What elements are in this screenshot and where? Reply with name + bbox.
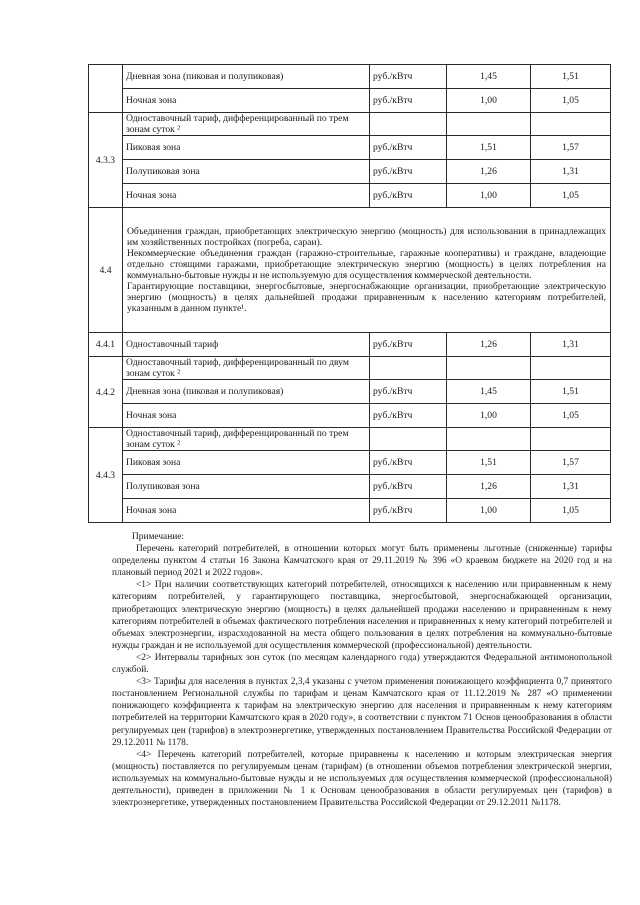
value-cell: 1,05 xyxy=(531,184,611,208)
value-cell: 1,26 xyxy=(447,475,531,499)
zone-name: Полупиковая зона xyxy=(123,160,370,184)
table-row xyxy=(89,208,611,333)
table-row xyxy=(89,475,611,499)
row-number: 4.4.3 xyxy=(89,428,123,523)
value-cell: 1,26 xyxy=(447,333,531,357)
unit-cell: руб./кВтч xyxy=(370,184,447,208)
value-cell: 1,00 xyxy=(447,89,531,113)
value-cell: 1,05 xyxy=(531,499,611,523)
table-row xyxy=(89,451,611,475)
unit-cell: руб./кВтч xyxy=(370,160,447,184)
zone-name: Дневная зона (пиковая и полупиковая) xyxy=(123,380,370,404)
table-row xyxy=(89,184,611,208)
unit-cell: руб./кВтч xyxy=(370,89,447,113)
row-number-cell xyxy=(89,65,123,113)
value-cell: 1,00 xyxy=(447,404,531,428)
notes-title: Примечание: xyxy=(132,532,185,542)
table-row xyxy=(89,136,611,160)
tariff-table xyxy=(88,64,611,523)
table-row xyxy=(89,113,611,136)
row-number: 4.4 xyxy=(89,208,123,333)
unit-cell: руб./кВтч xyxy=(370,404,447,428)
value-cell: 1,00 xyxy=(447,499,531,523)
description-paragraph: Объединения граждан, приобретающих электрическую энергию (мощность) для использования в принадлежащих им хозяйственных постройках (погреба, сараи). xyxy=(127,226,606,248)
row-number: 4.4.1 xyxy=(89,333,123,357)
table-row xyxy=(89,404,611,428)
zone-name: Дневная зона (пиковая и полупиковая) xyxy=(123,65,370,89)
table-row xyxy=(89,160,611,184)
description-paragraph: Гарантирующие поставщики, энергосбытовые, энергоснабжающие организации, приобретающие электрическую энергию (мощность) в целях дальнейшей продажи приравненным к населению категориям потребителей, указанным в данном пункте¹. xyxy=(127,281,606,314)
unit-cell: руб./кВтч xyxy=(370,475,447,499)
table-row xyxy=(89,380,611,404)
unit-cell: руб./кВтч xyxy=(370,333,447,357)
note-paragraph: <3> Тарифы для населения в пунктах 2,3,4 указаны с учетом применения понижающего коэффициента 0,7 принятого постановлением Региональной службы по тарифам и ценам Камчатского края от 11.12.2019 № 287 «О применении понижающего коэффициента к тарифам на электрическую энергию для населения и приравненным к нему категориям потребителей на территории Камчатского края в 2020 году», в соответствии с пунктом 71 Основ ценообразования в области регулируемых цен (тарифов) в электроэнергетике, утвержденных постановлением Правительства Российской Федерации от 29.12.2011 № 1178. xyxy=(112,677,612,748)
zone-name: Ночная зона xyxy=(123,499,370,523)
tariff-name: Одноставочный тариф xyxy=(123,333,370,357)
notes-section xyxy=(112,531,612,809)
note-paragraph: <1> При наличии соответствующих категорий потребителей, относящихся к населению или приравненным к нему категориям потребителей, у гарантирующего поставщика, энергосбытовой, энергоснабжающей организации, приобретающих электрическую энергию (мощность) в целях дальнейшей продажи населению и приравненным к нему категориям потребителей в объемах фактического потребления населения и приравненных к нему категорий потребителей и объемах электроэнергии, израсходованной на места общего пользования в целях потребления на коммунально-бытовые нужды граждан и не используемой для осуществления коммерческой (профессиональной) деятельности. xyxy=(112,580,612,651)
zone-name: Ночная зона xyxy=(123,89,370,113)
row-number: 4.4.2 xyxy=(89,357,123,428)
value-cell: 1,57 xyxy=(531,136,611,160)
value-cell: 1,31 xyxy=(531,475,611,499)
unit-cell: руб./кВтч xyxy=(370,65,447,89)
value-cell: 1,45 xyxy=(447,65,531,89)
table-row xyxy=(89,499,611,523)
table-row xyxy=(89,89,611,113)
unit-cell: руб./кВтч xyxy=(370,451,447,475)
table-row xyxy=(89,357,611,380)
category-description xyxy=(123,208,611,333)
description-paragraph: Некоммерческие объединения граждан (гаражно-строительные, гаражные кооперативы) и граждане, владеющие отдельно стоящими гаражами, приобретающие электрическую энергию (мощность) в целях потребления на коммунально-бытовые нужды и не используемую для осуществления коммерческой деятельности. xyxy=(127,248,606,281)
table-row xyxy=(89,333,611,357)
value-cell: 1,51 xyxy=(447,136,531,160)
unit-cell: руб./кВтч xyxy=(370,380,447,404)
table-row xyxy=(89,65,611,89)
zone-name: Полупиковая зона xyxy=(123,475,370,499)
zone-name: Пиковая зона xyxy=(123,451,370,475)
value-cell: 1,51 xyxy=(531,65,611,89)
value-cell: 1,31 xyxy=(531,333,611,357)
note-paragraph: <2> Интервалы тарифных зон суток (по месяцам календарного года) утверждаются Федеральной антимонопольной службой. xyxy=(112,652,612,676)
value-cell: 1,31 xyxy=(531,160,611,184)
unit-cell: руб./кВтч xyxy=(370,499,447,523)
value-cell: 1,51 xyxy=(447,451,531,475)
section-title: Одноставочный тариф, дифференцированный по трем зонам суток ² xyxy=(123,428,370,451)
unit-cell: руб./кВтч xyxy=(370,136,447,160)
value-cell: 1,05 xyxy=(531,89,611,113)
value-cell: 1,51 xyxy=(531,380,611,404)
note-paragraph: <4> Перечень категорий потребителей, которые приравнены к населению и которым электрическая энергия (мощность) поставляется по регулируемым ценам (тарифам) (в отношении объемов потребления электрической энергии, используемых на коммунально-бытовые нужды и не используемых для осуществления коммерческой (профессиональной) деятельности), приведен в приложении № 1 к Основам ценообразования в области регулируемых цен (тарифов) в электроэнергетике, утвержденных постановлением Правительства Российской Федерации от 29.12.2011 №1178. xyxy=(112,749,612,809)
section-title: Одноставочный тариф, дифференцированный по трем зонам суток ² xyxy=(123,113,370,136)
value-cell: 1,00 xyxy=(447,184,531,208)
zone-name: Пиковая зона xyxy=(123,136,370,160)
value-cell: 1,45 xyxy=(447,380,531,404)
row-number: 4.3.3 xyxy=(89,113,123,208)
value-cell: 1,05 xyxy=(531,404,611,428)
zone-name: Ночная зона xyxy=(123,184,370,208)
table-row xyxy=(89,428,611,451)
note-paragraph: Перечень категорий потребителей, в отношении которых могут быть применены льготные (сниженные) тарифы определены пунктом 4 статьи 16 Закона Камчатского края от 29.11.2019 № 396 «О краевом бюджете на 2020 год и на плановый период 2021 и 2022 годов». xyxy=(112,544,612,579)
zone-name: Ночная зона xyxy=(123,404,370,428)
section-title: Одноставочный тариф, дифференцированный по двум зонам суток ² xyxy=(123,357,370,380)
value-cell: 1,26 xyxy=(447,160,531,184)
value-cell: 1,57 xyxy=(531,451,611,475)
